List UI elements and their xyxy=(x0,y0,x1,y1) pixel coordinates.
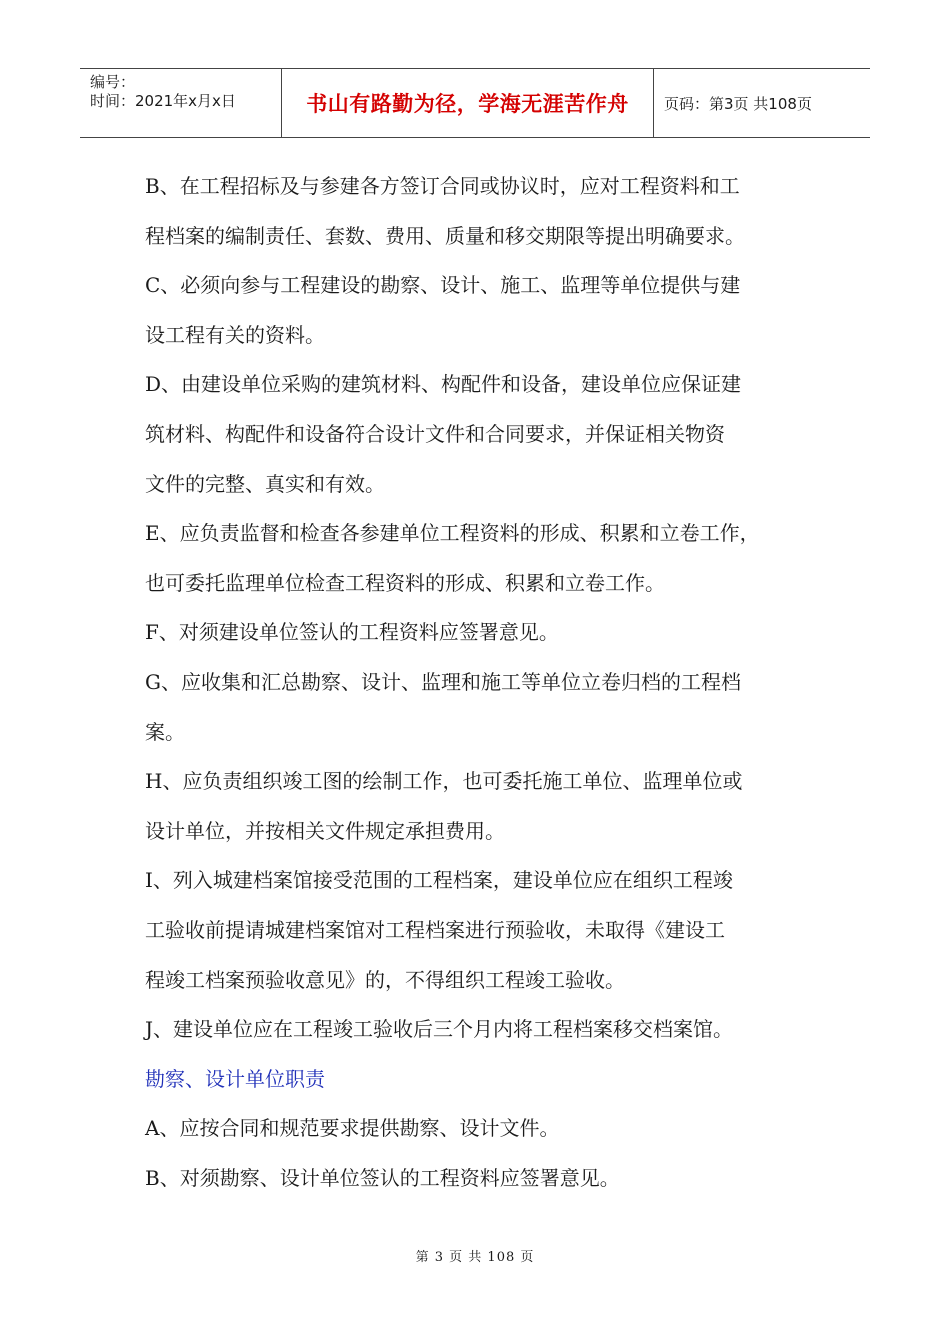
section-heading: 勘察、设计单位职责 xyxy=(145,1066,325,1091)
body-line: 工验收前提请城建档案馆对工程档案进行预验收，未取得《建设工 xyxy=(145,917,725,942)
body-line: D、由建设单位采购的建筑材料、构配件和设备，建设单位应保证建 xyxy=(145,372,742,397)
document-date: 时间：2021年x月x日 xyxy=(90,92,236,110)
document-number-label: 编号： xyxy=(90,73,136,91)
body-line: J、建设单位应在工程竣工验收后三个月内将工程档案移交档案馆。 xyxy=(145,1017,734,1042)
document-body xyxy=(145,162,825,1203)
body-line: 筑材料、构配件和设备符合设计文件和合同要求，并保证相关物资 xyxy=(145,421,725,446)
header-meta xyxy=(80,69,282,137)
section-line: A、应按合同和规范要求提供勘察、设计文件。 xyxy=(145,1116,560,1141)
page-header xyxy=(80,68,870,138)
body-line: 程竣工档案预验收意见》的，不得组织工程竣工验收。 xyxy=(145,967,625,992)
section-line: B、对须勘察、设计单位签认的工程资料应签署意见。 xyxy=(145,1165,620,1190)
body-line: 程档案的编制责任、套数、费用、质量和移交期限等提出明确要求。 xyxy=(145,223,745,248)
body-line: H、应负责组织竣工图的绘制工作，也可委托施工单位、监理单位或 xyxy=(145,769,743,794)
header-motto: 书山有路勤为径，学海无涯苦作舟 xyxy=(282,69,654,137)
body-line: E、应负责监督和检查各参建单位工程资料的形成、积累和立卷工作， xyxy=(145,521,760,546)
body-line: 也可委托监理单位检查工程资料的形成、积累和立卷工作。 xyxy=(145,570,665,595)
body-line: 案。 xyxy=(145,719,185,744)
header-page-info: 页码：第3页 共108页 xyxy=(664,94,812,113)
page-footer: 第 3 页 共 108 页 xyxy=(415,1250,535,1265)
body-line: G、应收集和汇总勘察、设计、监理和施工等单位立卷归档的工程档 xyxy=(145,669,741,694)
body-line: B、在工程招标及与参建各方签订合同或协议时，应对工程资料和工 xyxy=(145,174,740,198)
body-line: F、对须建设单位签认的工程资料应签署意见。 xyxy=(145,620,559,645)
body-line: 设计单位，并按相关文件规定承担费用。 xyxy=(145,818,505,843)
body-line: 设工程有关的资料。 xyxy=(145,322,325,347)
body-line: 文件的完整、真实和有效。 xyxy=(145,471,385,496)
body-line: I、列入城建档案馆接受范围的工程档案，建设单位应在组织工程竣 xyxy=(145,868,733,893)
body-line: C、必须向参与工程建设的勘察、设计、施工、监理等单位提供与建 xyxy=(145,273,741,298)
